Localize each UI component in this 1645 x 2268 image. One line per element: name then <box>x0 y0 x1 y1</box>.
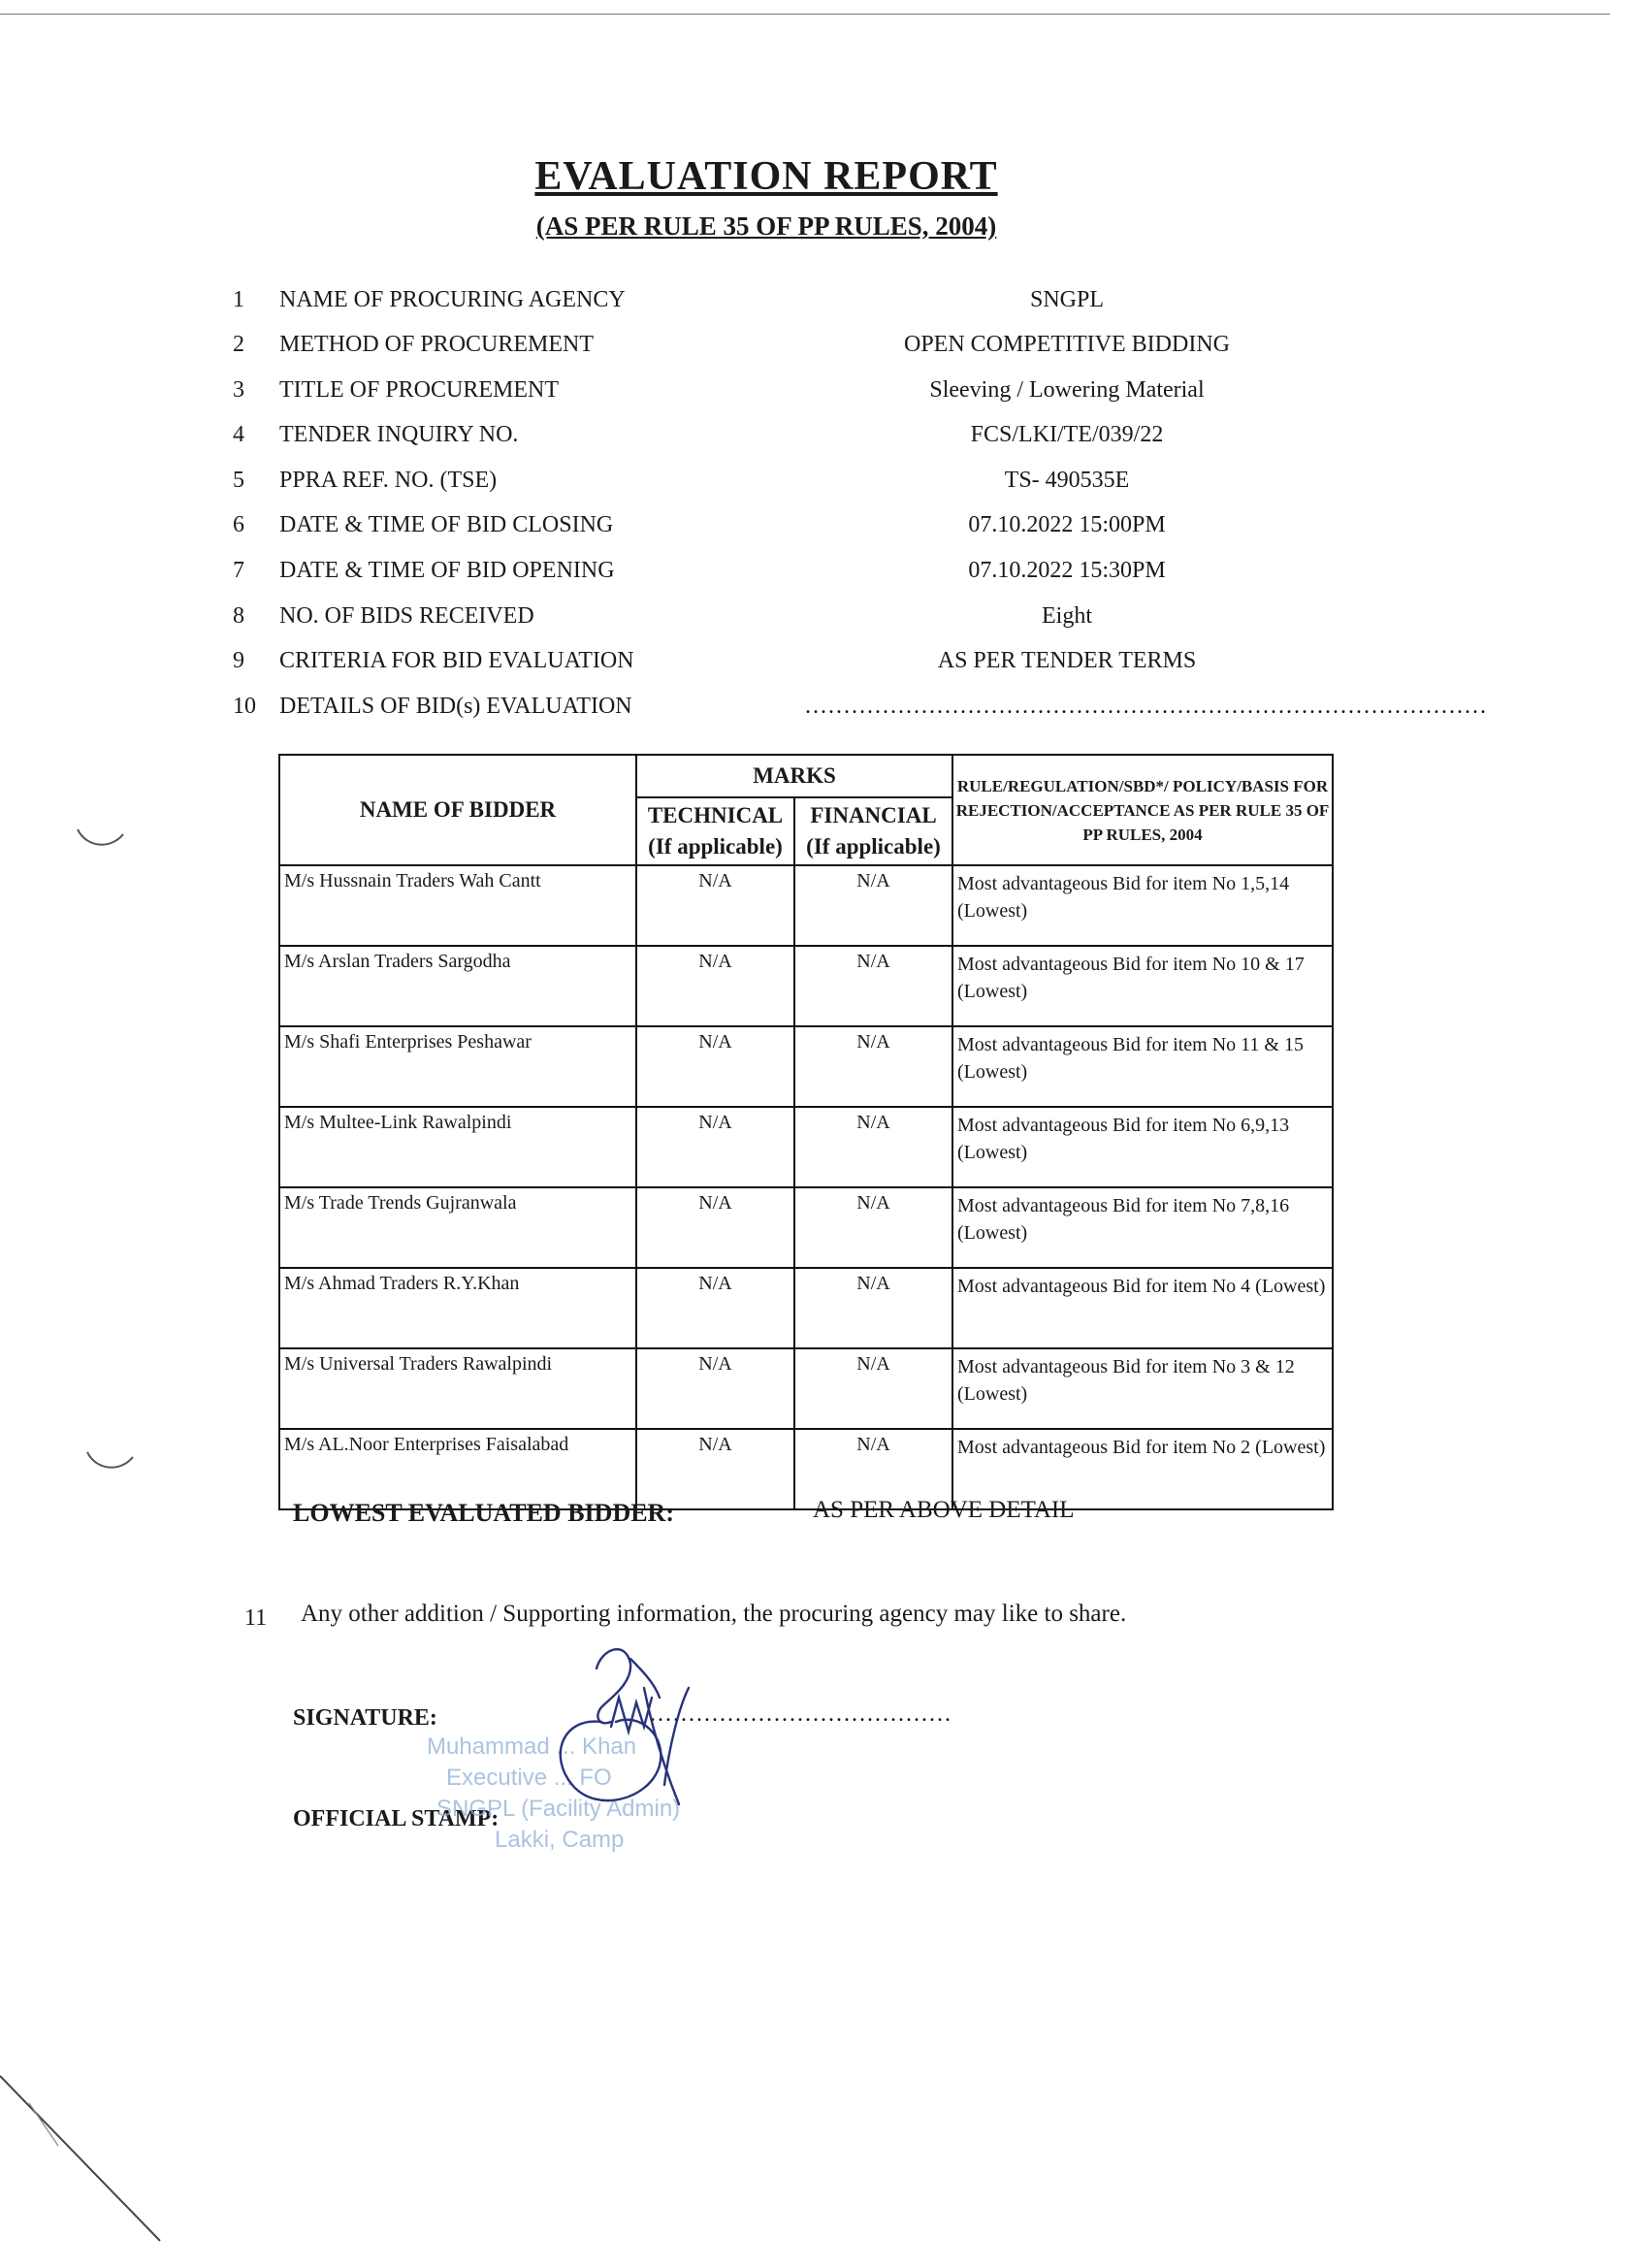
scan-top-edge <box>0 14 1610 15</box>
detail-label: NO. OF BIDS RECEIVED <box>279 603 534 629</box>
stamp-text-line: Lakki, Camp <box>495 1827 625 1853</box>
other-info-text: Any other addition / Supporting information, the procuring agency may like to share. <box>301 1601 1127 1627</box>
detail-row <box>0 377 1645 410</box>
stamp-text-line: Executive ... FO <box>446 1765 612 1791</box>
technical-marks: N/A <box>636 865 794 946</box>
detail-number: 8 <box>233 603 244 629</box>
bidder-name: M/s Arslan Traders Sargodha <box>279 946 636 1026</box>
table-row <box>279 865 1333 946</box>
detail-number: 4 <box>233 422 244 447</box>
detail-label: METHOD OF PROCUREMENT <box>279 332 595 357</box>
detail-label: PPRA REF. NO. (TSE) <box>279 468 498 493</box>
detail-number: 10 <box>233 694 256 719</box>
rule-basis: Most advantageous Bid for item No 3 & 12 (Lowest) <box>952 1348 1333 1429</box>
financial-marks: N/A <box>794 1348 952 1429</box>
financial-marks: N/A <box>794 1268 952 1348</box>
detail-number: 2 <box>233 332 244 357</box>
bid-evaluation-table <box>278 754 1334 1510</box>
rule-basis: Most advantageous Bid for item No 7,8,16 (Lowest) <box>952 1187 1333 1268</box>
detail-label: DETAILS OF BID(s) EVALUATION <box>279 694 632 719</box>
bidder-name: M/s Hussnain Traders Wah Cantt <box>279 865 636 946</box>
detail-label: TITLE OF PROCUREMENT <box>279 377 559 403</box>
header-rule: RULE/REGULATION/SBD*/ POLICY/BASIS FOR REJECTION/ACCEPTANCE AS PER RULE 35 OF PP RULES, 2004 <box>952 755 1333 865</box>
detail-value: SNGPL <box>1029 287 1105 312</box>
technical-marks: N/A <box>636 1348 794 1429</box>
detail-row <box>0 512 1645 545</box>
detail-row <box>0 648 1645 681</box>
rule-basis: Most advantageous Bid for item No 2 (Lowest) <box>952 1429 1333 1509</box>
financial-marks: N/A <box>794 946 952 1026</box>
detail-row <box>0 694 1645 727</box>
detail-number: 5 <box>233 468 244 493</box>
header-technical: TECHNICAL (If applicable) <box>636 797 794 865</box>
signature-line: ....................................... <box>650 1701 952 1727</box>
header-marks: MARKS <box>636 755 952 797</box>
stamp-text-line: Muhammad ... Khan <box>427 1733 637 1760</box>
binder-hole-mark <box>82 1447 141 1476</box>
table-row <box>279 1429 1333 1509</box>
detail-row <box>0 603 1645 636</box>
lowest-bidder-value: AS PER ABOVE DETAIL <box>813 1497 1075 1523</box>
handwritten-signature <box>543 1630 718 1824</box>
report-title: EVALUATION REPORT <box>534 154 998 199</box>
bidder-name: M/s Multee-Link Rawalpindi <box>279 1107 636 1187</box>
detail-number: 6 <box>233 512 244 537</box>
detail-dotted-line: ........................................................................................ <box>805 694 1488 719</box>
table-row <box>279 1107 1333 1187</box>
table-row <box>279 946 1333 1026</box>
stamp-text-line: SNGPL (Facility Admin) <box>436 1796 681 1822</box>
official-stamp-label: OFFICIAL STAMP: <box>293 1806 500 1831</box>
technical-marks: N/A <box>636 1026 794 1107</box>
detail-value: FCS/LKI/TE/039/22 <box>970 422 1164 447</box>
table-row <box>279 1187 1333 1268</box>
detail-value: 07.10.2022 15:00PM <box>968 512 1166 537</box>
detail-value: Sleeving / Lowering Material <box>929 377 1205 403</box>
detail-row <box>0 558 1645 591</box>
technical-marks: N/A <box>636 1268 794 1348</box>
table-row <box>279 1268 1333 1348</box>
detail-value: TS- 490535E <box>1004 468 1130 493</box>
detail-number: 3 <box>233 377 244 403</box>
header-name-of-bidder: NAME OF BIDDER <box>279 755 636 865</box>
rule-basis: Most advantageous Bid for item No 4 (Lowest) <box>952 1268 1333 1348</box>
detail-number: 7 <box>233 558 244 583</box>
detail-value: Eight <box>1042 603 1092 629</box>
detail-label: CRITERIA FOR BID EVALUATION <box>279 648 634 673</box>
technical-marks: N/A <box>636 1429 794 1509</box>
technical-marks: N/A <box>636 946 794 1026</box>
financial-marks: N/A <box>794 1187 952 1268</box>
detail-row <box>0 287 1645 320</box>
technical-marks: N/A <box>636 1187 794 1268</box>
detail-row <box>0 332 1645 365</box>
detail-label: TENDER INQUIRY NO. <box>279 422 519 447</box>
detail-label: NAME OF PROCURING AGENCY <box>279 287 626 312</box>
technical-marks: N/A <box>636 1107 794 1187</box>
financial-marks: N/A <box>794 1107 952 1187</box>
other-info-number: 11 <box>244 1605 268 1631</box>
bidder-name: M/s Ahmad Traders R.Y.Khan <box>279 1268 636 1348</box>
detail-number: 1 <box>233 287 244 312</box>
scan-edge-line <box>0 2076 194 2260</box>
detail-row <box>0 468 1645 501</box>
bidder-name: M/s Universal Traders Rawalpindi <box>279 1348 636 1429</box>
lowest-bidder-label: LOWEST EVALUATED BIDDER: <box>293 1499 674 1527</box>
bidder-name: M/s Shafi Enterprises Peshawar <box>279 1026 636 1107</box>
detail-number: 9 <box>233 648 244 673</box>
header-financial: FINANCIAL (If applicable) <box>794 797 952 865</box>
table-row <box>279 1348 1333 1429</box>
table-row <box>279 1026 1333 1107</box>
report-subtitle: (AS PER RULE 35 OF PP RULES, 2004) <box>535 211 997 241</box>
financial-marks: N/A <box>794 1026 952 1107</box>
binder-hole-mark <box>73 825 131 854</box>
detail-row <box>0 422 1645 455</box>
rule-basis: Most advantageous Bid for item No 10 & 17 (Lowest) <box>952 946 1333 1026</box>
financial-marks: N/A <box>794 865 952 946</box>
detail-label: DATE & TIME OF BID OPENING <box>279 558 615 583</box>
detail-value: 07.10.2022 15:30PM <box>968 558 1166 583</box>
bidder-name: M/s Trade Trends Gujranwala <box>279 1187 636 1268</box>
signature-label: SIGNATURE: <box>293 1705 437 1731</box>
rule-basis: Most advantageous Bid for item No 6,9,13 (Lowest) <box>952 1107 1333 1187</box>
bidder-name: M/s AL.Noor Enterprises Faisalabad <box>279 1429 636 1509</box>
detail-label: DATE & TIME OF BID CLOSING <box>279 512 614 537</box>
rule-basis: Most advantageous Bid for item No 1,5,14 (Lowest) <box>952 865 1333 946</box>
detail-value: OPEN COMPETITIVE BIDDING <box>904 332 1230 357</box>
detail-value: AS PER TENDER TERMS <box>937 648 1197 673</box>
rule-basis: Most advantageous Bid for item No 11 & 15 (Lowest) <box>952 1026 1333 1107</box>
financial-marks: N/A <box>794 1429 952 1509</box>
